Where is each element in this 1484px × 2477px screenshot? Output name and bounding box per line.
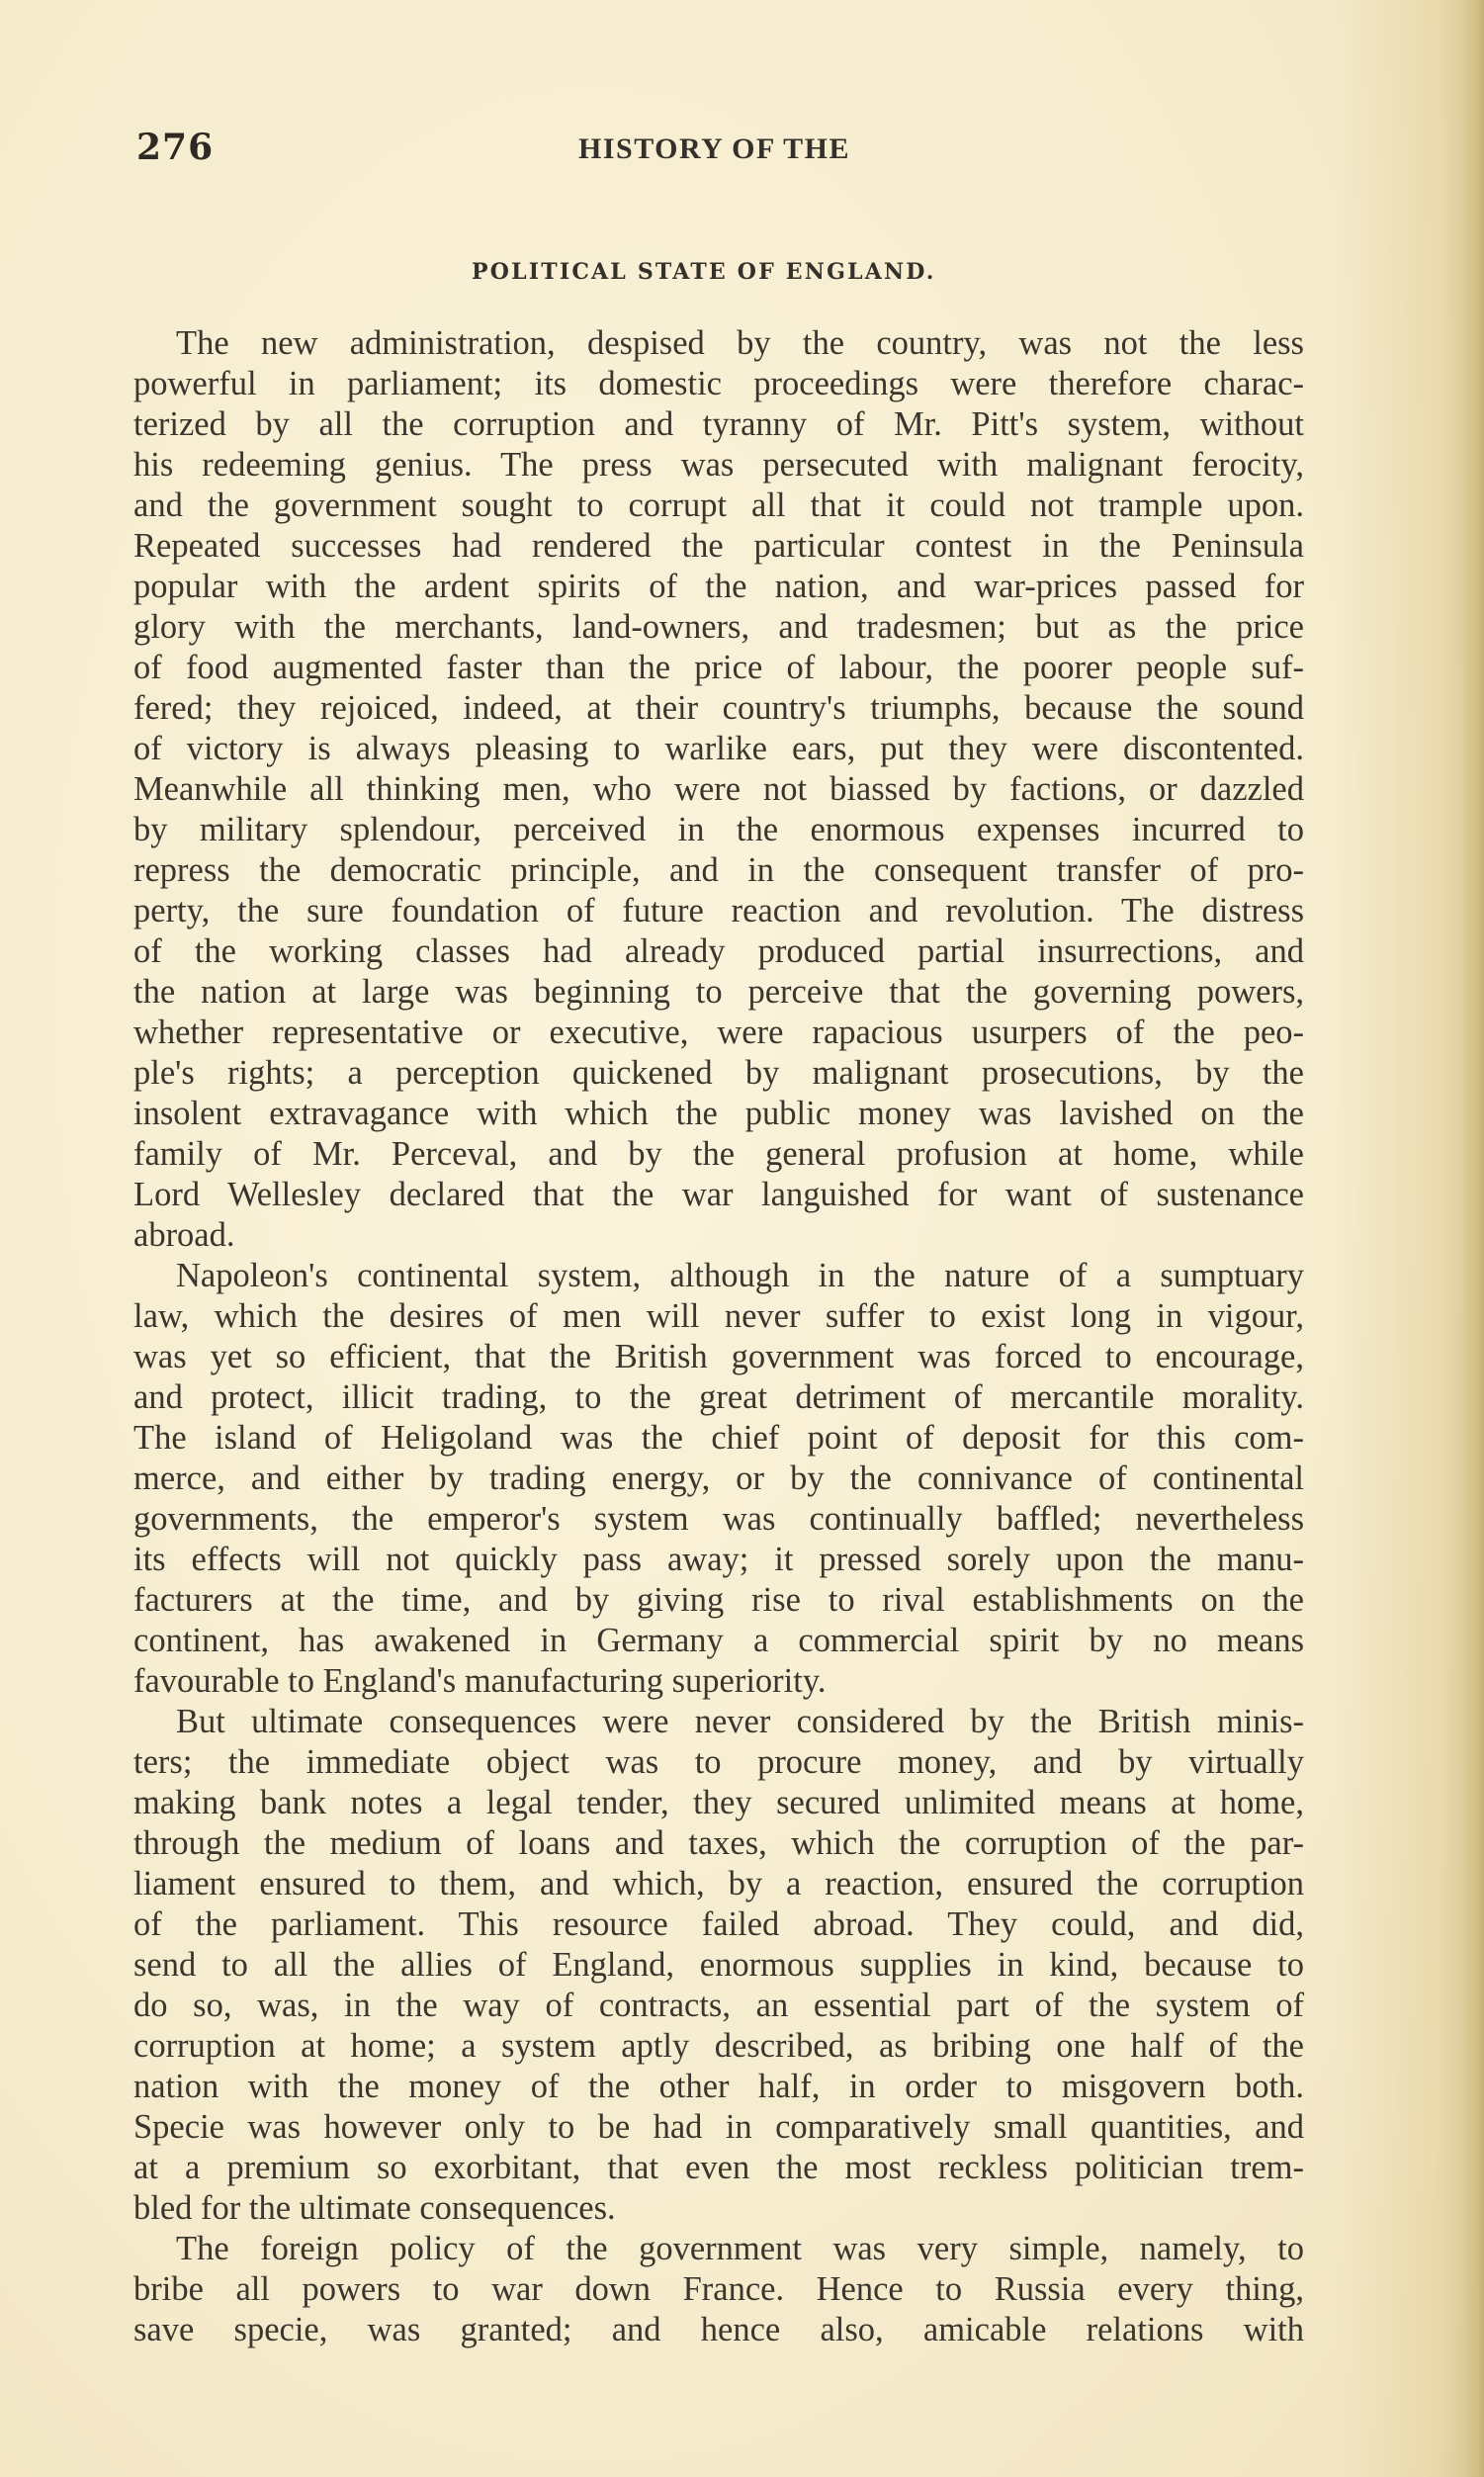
text-line: governments, the emperor's system was continually baffled; nevertheless [133,1500,1304,1538]
text-line: bribe all powers to war down France. Hence to Russia every thing, [133,2270,1304,2308]
paragraph [133,2229,1304,2350]
text-line: law, which the desires of men will never suffer to exist long in vigour, [133,1297,1304,1335]
text-line: perty, the sure foundation of future reaction and revolution. The distress [133,892,1304,929]
text-line: favourable to England's manufacturing superiority. [133,1662,827,1700]
text-line: and the government sought to corrupt all that it could not trample upon. [133,487,1304,524]
text-line: terized by all the corruption and tyranny of Mr. Pitt's system, without [133,405,1304,443]
text-line: of food augmented faster than the price of labour, the poorer people suf- [133,649,1304,686]
text-line: insolent extravagance with which the public money was lavished on the [133,1095,1304,1132]
text-line: popular with the ardent spirits of the nation, and war-prices passed for [133,568,1304,605]
text-line: Lord Wellesley declared that the war languished for want of sustenance [133,1176,1304,1213]
text-line: The foreign policy of the government was very simple, namely, to [176,2230,1304,2267]
text-line: The new administration, despised by the country, was not the less [176,324,1304,362]
text-line: fered; they rejoiced, indeed, at their country's triumphs, because the sound [133,689,1304,727]
text-line: corruption at home; a system aptly described, as bribing one half of the [133,2027,1304,2065]
text-line: powerful in parliament; its domestic proceedings were therefore charac- [133,365,1304,402]
text-line: But ultimate consequences were never considered by the British minis- [176,1703,1304,1740]
running-title: HISTORY OF THE [578,133,851,165]
text-line: at a premium so exorbitant, that even the most reckless politician trem- [133,2149,1304,2186]
page-number: 276 [136,127,215,168]
text-line: by military splendour, perceived in the enormous expenses incurred to [133,811,1304,848]
text-line: its effects will not quickly pass away; it pressed sorely upon the manu- [133,1541,1304,1578]
running-head [0,127,1484,176]
text-line: repress the democratic principle, and in the consequent transfer of pro- [133,851,1304,889]
text-line: ters; the immediate object was to procure money, and by virtually [133,1743,1304,1781]
section-title: POLITICAL STATE OF ENGLAND. [472,259,936,285]
text-line: of the working classes had already produced partial insurrections, and [133,932,1304,970]
text-line: nation with the money of the other half, in order to misgovern both. [133,2068,1304,2105]
page-edge-shadow [1462,0,1484,2477]
text-line: bled for the ultimate consequences. [133,2189,616,2227]
text-line: ple's rights; a perception quickened by malignant prosecutions, by the [133,1054,1304,1092]
text-line: his redeeming genius. The press was persecuted with malignant ferocity, [133,446,1304,484]
text-line: continent, has awakened in Germany a commercial spirit by no means [133,1622,1304,1659]
text-line: glory with the merchants, land-owners, and tradesmen; but as the price [133,608,1304,646]
text-line: Repeated successes had rendered the particular contest in the Peninsula [133,527,1304,565]
text-line: Specie was however only to be had in comparatively small quantities, and [133,2108,1304,2146]
text-line: send to all the allies of England, enormous supplies in kind, because to [133,1946,1304,1984]
paragraph [133,1256,1304,1702]
text-line: Napoleon's continental system, although in the nature of a sumptuary [176,1257,1304,1294]
paragraph [133,1702,1304,2229]
text-line: The island of Heligoland was the chief point of deposit for this com- [133,1419,1304,1457]
text-line: and protect, illicit trading, to the great detriment of mercantile morality. [133,1378,1304,1416]
text-line: making bank notes a legal tender, they secured unlimited means at home, [133,1784,1304,1821]
text-line: through the medium of loans and taxes, which the corruption of the par- [133,1824,1304,1862]
text-line: family of Mr. Perceval, and by the general profusion at home, while [133,1135,1304,1173]
text-line: Meanwhile all thinking men, who were not biassed by factions, or dazzled [133,770,1304,808]
text-line: was yet so efficient, that the British government was forced to encourage, [133,1338,1304,1375]
text-line: liament ensured to them, and which, by a reaction, ensured the corruption [133,1865,1304,1902]
text-line: facturers at the time, and by giving rise to rival establishments on the [133,1581,1304,1619]
text-line: abroad. [133,1216,235,1254]
body-text [133,323,1304,2350]
text-line: whether representative or executive, were rapacious usurpers of the peo- [133,1014,1304,1051]
text-line: the nation at large was beginning to perceive that the governing powers, [133,973,1304,1011]
text-line: save specie, was granted; and hence also, amicable relations with [133,2311,1304,2348]
text-line: merce, and either by trading energy, or by the connivance of continental [133,1460,1304,1497]
text-line: of victory is always pleasing to warlike ears, put they were discontented. [133,730,1304,767]
text-line: do so, was, in the way of contracts, an essential part of the system of [133,1987,1304,2024]
text-line: of the parliament. This resource failed abroad. They could, and did, [133,1905,1304,1943]
paragraph [133,323,1304,1256]
